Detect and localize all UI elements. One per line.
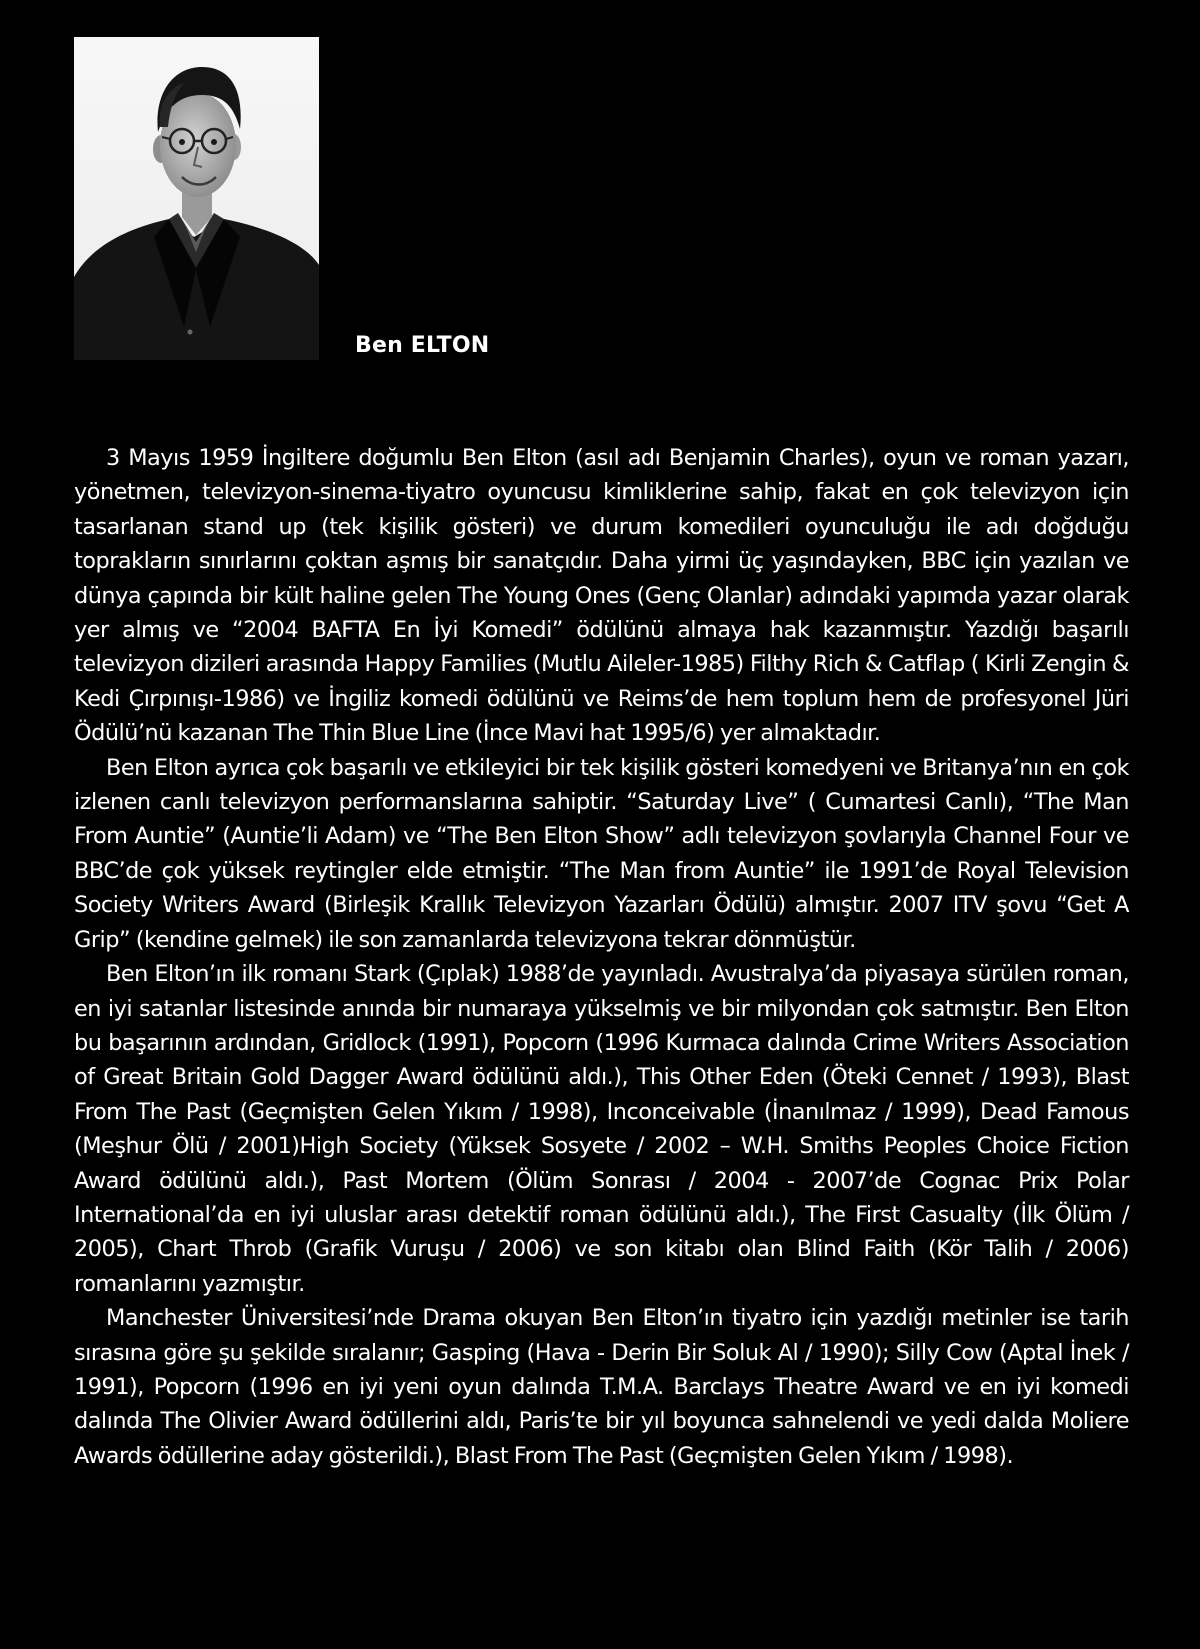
portrait-photo-icon bbox=[74, 37, 319, 360]
biography-text bbox=[74, 441, 1129, 1473]
author-photo bbox=[74, 37, 319, 360]
bio-paragraph: 3 Mayıs 1959 İngiltere doğumlu Ben Elton (asıl adı Benjamin Charles), oyun ve roman yazarı, yönetmen, televizyon-sinema-tiyatro oyuncusu kimliklerine sahip, fakat en çok televizyon için tasarlanan stand up (tek kişilik gösteri) ve durum komedileri oyunculuğu ile adı doğduğu toprakların sınırlarını çoktan aşmış bir sanatçıdır. Daha yirmi üç yaşındayken, BBC için yazılan ve dünya çapında bir kült haline gelen The Young Ones (Genç Olanlar) adındaki yapımda yazar olarak yer almış ve “2004 BAFTA En İyi Komedi” ödülünü almaya hak kazanmıştır. Yazdığı başarılı televizyon dizileri arasında Happy Families (Mutlu Aileler-1985) Filthy Rich & Catflap ( Kirli Zengin & Kedi Çırpınışı-1986) ve İngiliz komedi ödülünü ve Reims’de hem toplum hem de profesyonel Jüri Ödülü’nü kazanan The Thin Blue Line (İnce Mavi hat 1995/6) yer almaktadır. bbox=[74, 445, 1129, 747]
bio-paragraph: Ben Elton’ın ilk romanı Stark (Çıplak) 1988’de yayınladı. Avustralya’da piyasaya sürülen roman, en iyi satanlar listesinde anında bir numaraya yükselmiş ve bir milyondan çok satmıştır. Ben Elton bu başarının ardından, Gridlock (1991), Popcorn (1996 Kurmaca dalında Crime Writers Association of Great Britain Gold Dagger Award ödülünü aldı.), This Other Eden (Öteki Cennet / 1993), Blast From The Past (Geçmişten Gelen Yıkım / 1998), Inconceivable (İnanılmaz / 1999), Dead Famous (Meşhur Ölü / 2001)High Society (Yüksek Sosyete / 2002 – W.H. Smiths Peoples Choice Fiction Award ödülünü aldı.), Past Mortem (Ölüm Sonrası / 2004 - 2007’de Cognac Prix Polar International’da en iyi uluslar arası detektif roman ödülünü aldı.), The First Casualty (İlk Ölüm / 2005), Chart Throb (Grafik Vuruşu / 2006) ve son kitabı olan Blind Faith (Kör Talih / 2006) romanlarını yazmıştır. bbox=[74, 961, 1129, 1297]
bio-paragraph: Ben Elton ayrıca çok başarılı ve etkileyici bir tek kişilik gösteri komedyeni ve Britanya’nın en çok izlenen canlı televizyon performanslarına sahiptir. “Saturday Live” ( Cumartesi Canlı), “The Man From Auntie” (Auntie’li Adam) ve “The Ben Elton Show” adlı televizyon şovlarıyla Channel Four ve BBC’de çok yüksek reytingler elde etmiştir. “The Man from Auntie” ile 1991’de Royal Television Society Writers Award (Birleşik Krallık Televizyon Yazarları Ödülü) almıştır. 2007 ITV şovu “Get A Grip” (kendine gelmek) ile son zamanlarda televizyona tekrar dönmüştür. bbox=[74, 754, 1129, 953]
bio-paragraph: Manchester Üniversitesi’nde Drama okuyan Ben Elton’ın tiyatro için yazdığı metinler ise tarih sırasına göre şu şekilde sıralanır; Gasping (Hava - Derin Bir Soluk Al / 1990); Silly Cow (Aptal İnek / 1991), Popcorn (1996 en iyi yeni oyun dalında T.M.A. Barclays Theatre Award ve en iyi komedi dalında The Olivier Award ödüllerini aldı, Paris’te bir yıl boyunca sahnelendi ve yedi dalda Moliere Awards ödüllerine aday gösterildi.), Blast From The Past (Geçmişten Gelen Yıkım / 1998). bbox=[74, 1305, 1129, 1469]
author-name: Ben ELTON bbox=[355, 333, 490, 358]
